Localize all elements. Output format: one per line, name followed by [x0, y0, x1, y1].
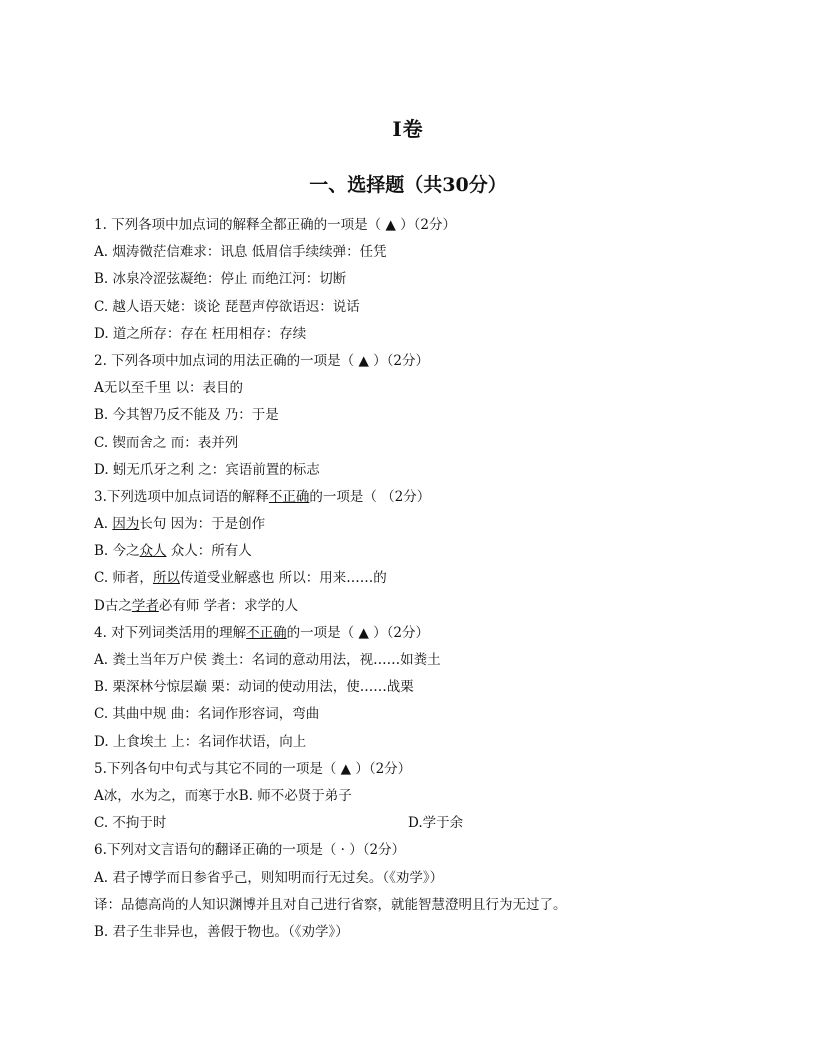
option-b-underlined-word: 众人: [139, 543, 167, 560]
question-3-option-b: [94, 538, 734, 565]
question-6-option-a: A. 君子博学而日参省乎己，则知明而行无过矣。（《劝学》）: [94, 869, 444, 886]
question-list: [94, 212, 734, 946]
option-b-post: 众人：所有人: [166, 543, 252, 560]
option-b-pre: B. 今之: [94, 543, 140, 560]
question-3-stem-post: 的一项是（ （2分）: [309, 488, 431, 505]
question-3-stem: [94, 484, 734, 511]
question-2-option-d: D. 蚓无爪牙之利 之：宾语前置的标志: [94, 461, 320, 478]
question-6-option-b: B. 君子生非异也，善假于物也。（《劝学》）: [94, 923, 349, 940]
volume-title: Ⅰ卷: [392, 117, 424, 141]
question-5-option-d: D.学于余: [408, 815, 464, 832]
option-a-pre: A.: [94, 516, 113, 533]
option-c-underlined-word: 所以: [152, 570, 180, 587]
question-4-option-b: B. 栗深林兮惊层巅 栗：动词的使动用法，使……战栗: [94, 679, 414, 696]
question-1-option-b: B. 冰泉冷涩弦凝绝：停止 而绝江河：切断: [94, 271, 347, 288]
question-1-stem: 1. 下列各项中加点词的解释全都正确的一项是（ ▲ ）（2分）: [94, 217, 456, 233]
question-2-stem: 2. 下列各项中加点词的用法正确的一项是（ ▲ ）（2分）: [94, 352, 429, 369]
question-1-option-c: C. 越人语天姥：谈论 琵琶声停欲语迟：说话: [94, 298, 360, 315]
question-4-stem-underlined: 不正确: [246, 624, 287, 641]
option-d-post: 必有师 学者：求学的人: [158, 597, 299, 614]
question-4-stem-post: 的一项是（ ▲ ）（2分）: [286, 624, 429, 641]
question-6-option-a-translation: 译：品德高尚的人知识渊博并且对自己进行省察，就能智慧澄明且行为无过了。: [94, 896, 567, 913]
question-5-stem: 5.下列各句中句式与其它不同的一项是（ ▲ ）（2分）: [94, 760, 412, 777]
option-d-underlined-word: 学者: [131, 597, 159, 614]
question-2-option-c: C. 锲而舍之 而：表并列: [94, 434, 239, 451]
question-1-option-d: D. 道之所存：存在 枉用相存：存续: [94, 325, 307, 342]
question-3-stem-underlined: 不正确: [268, 488, 310, 505]
question-1-option-a: A. 烟涛微茫信难求：讯息 低眉信手续续弹：任凭: [94, 244, 387, 261]
option-c-post: 传道受业解惑也 所以：用来……的: [179, 570, 387, 587]
section-title: 一、选择题（共30分）: [309, 174, 507, 196]
question-4-stem-pre: 4. 对下列词类活用的理解: [94, 624, 247, 641]
question-3-option-a: [94, 511, 734, 538]
question-5-option-cd: [94, 810, 734, 837]
option-d-pre: D古之: [94, 597, 132, 614]
question-5-option-ab: A冰，水为之，而寒于水B. 师不必贤于弟子: [94, 787, 352, 804]
question-4-option-c: C. 其曲中规 曲：名词作形容词，弯曲: [94, 706, 320, 723]
option-a-post: 长句 因为：于是创作: [139, 516, 266, 533]
question-2-option-b: B. 今其智乃反不能及 乃：于是: [94, 407, 279, 424]
question-5-option-c: C. 不拘于时: [94, 815, 167, 832]
question-3-option-c: [94, 565, 734, 592]
question-6-stem: 6.下列对文言语句的翻译正确的一项是（ · ）（2分）: [94, 842, 406, 859]
question-2-option-a: A无以至千里 以：表目的: [94, 380, 244, 397]
question-4-stem: [94, 620, 734, 647]
question-4-option-a: A. 粪土当年万户侯 粪土：名词的意动用法，视……如粪土: [94, 652, 441, 668]
question-3-stem-pre: 3.下列选项中加点词语的解释: [94, 488, 269, 505]
option-c-pre: C. 师者，: [94, 570, 153, 587]
question-3-option-d: [94, 593, 734, 620]
question-4-option-d: D. 上食埃土 上：名词作状语，向上: [94, 733, 307, 750]
option-a-underlined-word: 因为: [112, 516, 140, 533]
